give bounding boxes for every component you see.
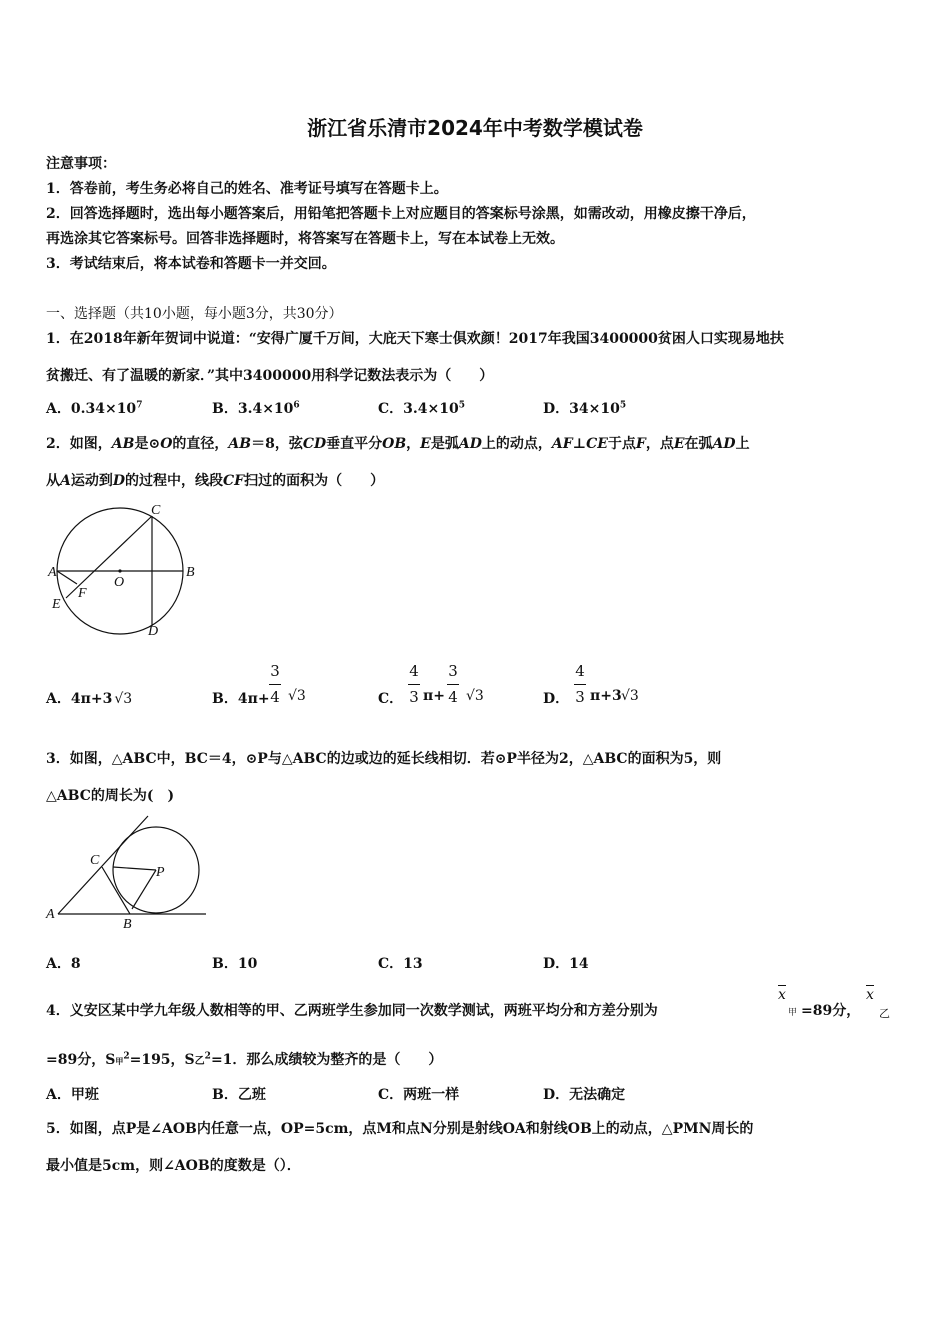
- sub-jia: 甲: [788, 1008, 798, 1018]
- q1-option-d: D．$34\times 10^5$: [543, 400, 627, 417]
- xbar2-overline: [866, 985, 874, 986]
- q1-option-b: B．$3.4\times 10^6$: [212, 400, 300, 417]
- q4-line2: =89分，S甲$^2$=195，S乙$^2$=1．那么成绩较为整齐的是（ ）: [46, 1051, 443, 1068]
- q3-option-a: A．8: [46, 956, 81, 972]
- q4-eq1: =89分，: [801, 1003, 861, 1019]
- q2-c-fraction-bar1: [408, 684, 420, 685]
- q4-option-a: A．甲班: [46, 1087, 99, 1103]
- q2-b-den: 4: [270, 688, 280, 706]
- label-a: A: [46, 907, 55, 922]
- section-heading: 一、选择题（共10小题，每小题3分，共30分）: [46, 306, 343, 322]
- label-f: F: [78, 586, 87, 601]
- q3-option-c: C．13: [378, 956, 423, 972]
- xbar-jia: x: [778, 987, 786, 1003]
- notice-item: 再选涂其它答案标号。回答非选择题时，将答案写在答题卡上，写在本试卷上无效。: [46, 231, 564, 247]
- segment-af: [57, 571, 77, 584]
- q2-b-radical: √3: [288, 688, 306, 704]
- q2-figure-circle: [44, 500, 214, 645]
- notice-item: 1．答卷前，考生务必将自己的姓名、准考证号填写在答题卡上。: [46, 181, 448, 197]
- q5-line2: 最小值是5cm，则∠AOB的度数是（）．: [46, 1158, 301, 1174]
- xbar-yi: x: [866, 987, 874, 1003]
- label-o: O: [114, 575, 125, 590]
- q1-line1: 1．在2018年新年贺词中说道：“安得广厦千万间，大庇天下寒士俱欢颜！2017年我国3400000贫困人口实现易地扶: [46, 331, 784, 347]
- center-point: [118, 569, 121, 572]
- side-cb: [102, 867, 130, 914]
- radius-pc: [113, 867, 156, 870]
- notice-item: 2．回答选择题时，选出每小题答案后，用铅笔把答题卡上对应题目的答案标号涂黑，如需改动，用橡皮擦干净后，: [46, 206, 756, 222]
- q2-c-radical: √3: [466, 688, 484, 704]
- q2-c-den2: 4: [448, 688, 458, 706]
- q1-option-a: A．$0.34\times 10^7$: [46, 400, 143, 417]
- q3-option-b: B．10: [212, 956, 258, 972]
- q2-c-fraction-bar2: [447, 684, 459, 685]
- q2-d-radical: √3: [621, 688, 639, 704]
- notice-item: 3．考试结束后，将本试卷和答题卡一并交回。: [46, 256, 336, 272]
- page-title: 浙江省乐清市2024年中考数学模试卷: [307, 116, 643, 140]
- label-a: A: [48, 565, 57, 580]
- q1-line2: 贫搬迁、有了温暖的新家．”其中3400000用科学记数法表示为（ ）: [46, 368, 494, 384]
- q2-option-d-prefix: D．: [543, 691, 570, 707]
- sub-yi: 乙: [879, 1007, 890, 1020]
- q2-b-fraction-bar: [269, 684, 281, 685]
- line-ac-extended: [58, 816, 148, 914]
- q3-line1: 3．如图，△ABC中，BC＝4，⊙P与△ABC的边或边的延长线相切．若⊙P半径为2，△ABC的面积为5，则: [46, 751, 722, 767]
- q3-figure-triangle: [44, 812, 214, 937]
- label-b: B: [186, 565, 195, 580]
- label-e: E: [52, 597, 61, 612]
- q2-d-fraction-bar: [574, 684, 586, 685]
- notice-heading: 注意事项：: [46, 156, 116, 172]
- q4-option-b: B．乙班: [212, 1087, 266, 1103]
- q5-line1: 5．如图，点P是∠AOB内任意一点，OP=5cm，点M和点N分别是射线OA和射线OB上的动点，△PMN周长的: [46, 1121, 754, 1137]
- q2-line1: 2．如图，AB是⊙O的直径，AB＝8，弦CD垂直平分OB，E是弧AD上的动点，AF⊥CE于点F，点E在弧AD上: [46, 436, 750, 452]
- label-p: P: [156, 865, 165, 880]
- label-c: C: [90, 853, 100, 868]
- q2-option-b-prefix: B．4π+: [212, 691, 270, 707]
- q2-b-num: 3: [270, 662, 280, 680]
- q4-option-d: D．无法确定: [543, 1087, 626, 1103]
- label-b: B: [123, 917, 132, 932]
- q2-c-mid: π+: [423, 688, 445, 704]
- label-c: C: [151, 503, 161, 518]
- q2-c-num2: 3: [448, 662, 458, 680]
- q2-c-num1: 4: [409, 662, 419, 680]
- q3-line2: △ABC的周长为( ): [46, 788, 175, 804]
- q4-option-c: C．两班一样: [378, 1087, 460, 1103]
- q2-d-mid: π+3: [590, 688, 622, 704]
- q2-option-c-prefix: C．: [378, 691, 404, 707]
- q4-line1: 4．义安区某中学九年级人数相等的甲、乙两班学生参加同一次数学测试，两班平均分和方差分别为: [46, 1003, 658, 1019]
- q3-option-d: D．14: [543, 956, 589, 972]
- q1-option-c: C．$3.4\times 10^5$: [378, 400, 465, 417]
- q2-d-den: 3: [575, 688, 585, 706]
- radius-pb: [132, 870, 156, 909]
- q2-option-a: A．4π+3 √3: [46, 691, 133, 707]
- q2-c-den1: 3: [409, 688, 419, 706]
- xbar-overline: [778, 985, 786, 986]
- label-d: D: [148, 624, 159, 639]
- q2-line2: 从A运动到D的过程中，线段CF扫过的面积为（ ）: [46, 473, 385, 489]
- q2-d-num: 4: [575, 662, 585, 680]
